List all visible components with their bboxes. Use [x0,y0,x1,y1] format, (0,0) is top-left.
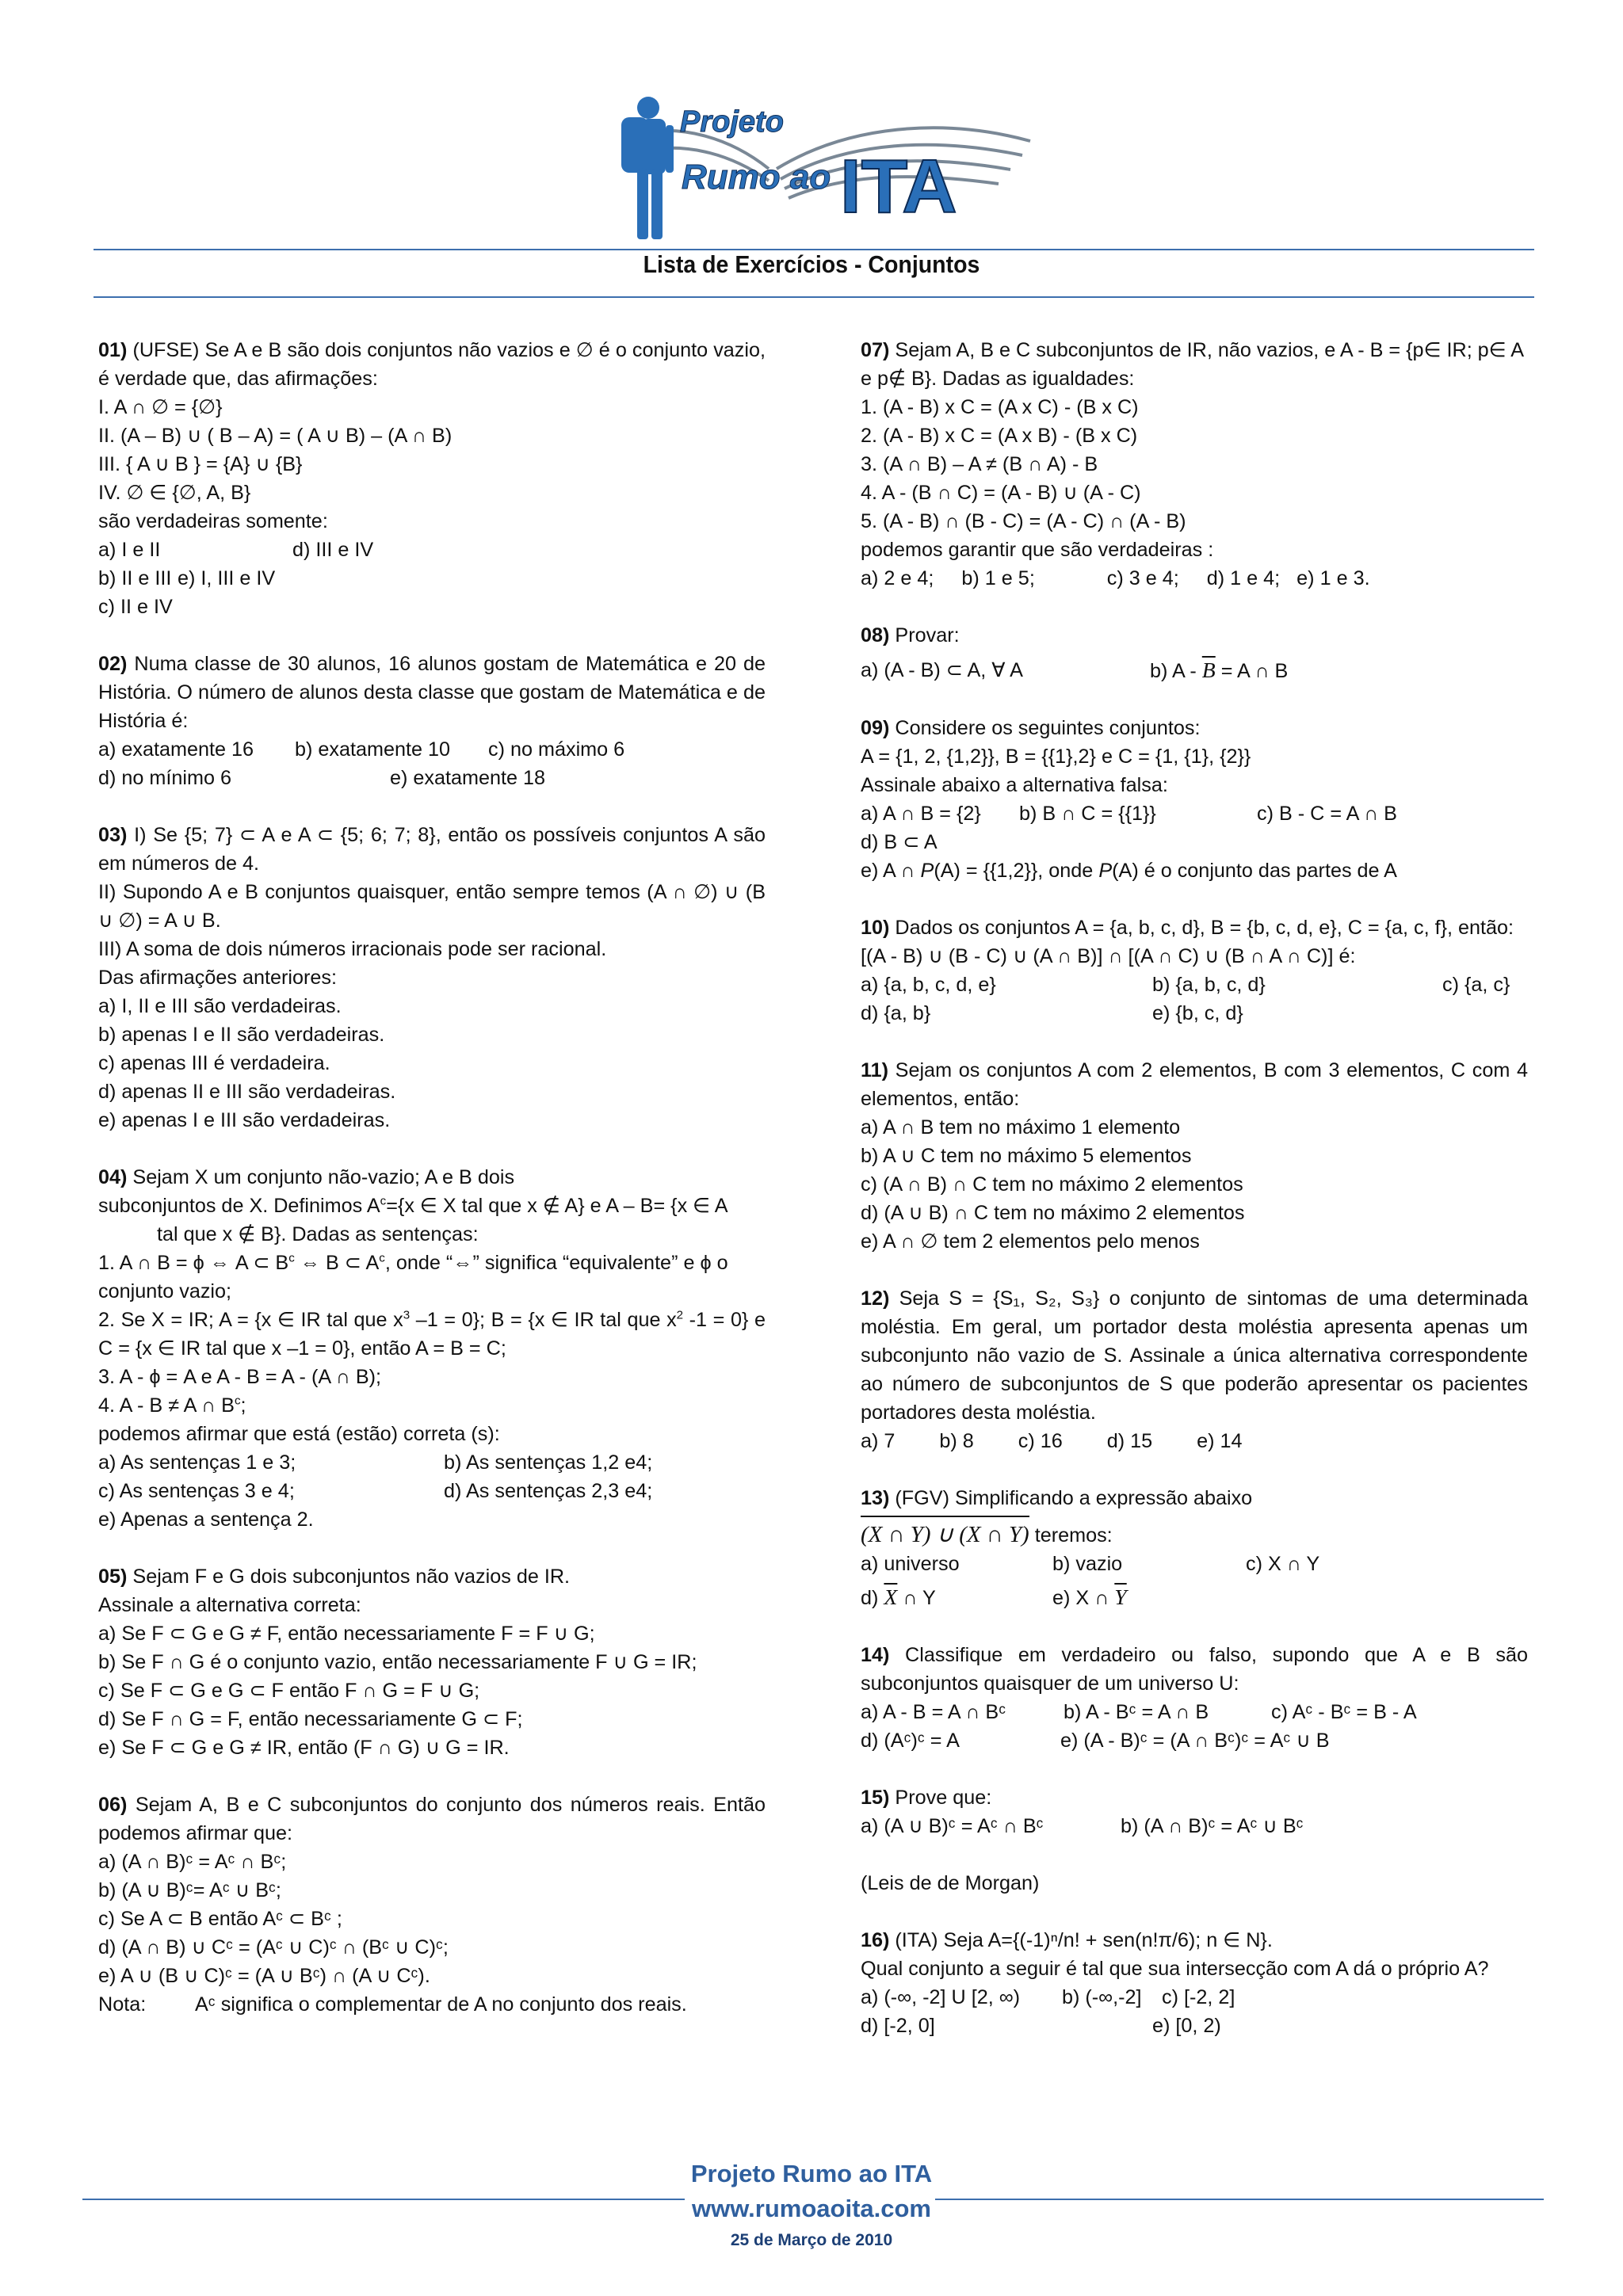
logo-text-projeto: Projeto [680,105,784,139]
question-12 [861,1284,1528,1455]
question-prompt: Assinale abaixo a alternativa falsa: [861,774,1168,796]
option-a: a) A ∩ B = {2} [861,803,981,825]
question-text: Sejam os conjuntos A com 2 elementos, B com 3 elementos, C com 4 elementos, então: [861,1059,1528,1110]
option-e: e) X ∩ [1052,1587,1115,1609]
question-text: Considere os seguintes conjuntos: [889,717,1201,739]
option-e: (A) é o conjunto das partes de A [1112,860,1397,882]
question-number: 11) [861,1059,889,1081]
note-text: (Leis de de Morgan) [861,1872,1040,1894]
question-14 [861,1641,1528,1755]
question-text: teremos: [1029,1524,1113,1547]
question-15 [861,1783,1528,1897]
note-label: Nota: [98,1993,147,2016]
question-text: I) Se {5; 7} ⊂ A e A ⊂ {5; 6; 7; 8}, então os possíveis conjuntos A são em números de 4. [98,824,766,875]
complement-b: $\overline{B}$ [1201,658,1216,682]
power-set-symbol: P [1098,860,1113,882]
statement-ii: II) Supondo A e B conjuntos quaisquer, então sempre temos (A ∩ ∅) ∪ (B ∪ ∅) = A ∪ B. [98,881,766,932]
question-number: 07) [861,339,890,361]
option-c: c) apenas III é verdadeira. [98,1052,330,1074]
logo-text-ita: ITA [840,144,957,229]
question-number: 05) [98,1566,128,1588]
option-d: d) As sentenças 2,3 e4; [444,1480,653,1502]
question-02 [98,650,766,792]
equality-1: 1. (A - B) x C = (A x C) - (B x C) [861,396,1139,418]
option-a: a) As sentenças 1 e 3; [98,1451,296,1474]
option-c: c) II e IV [98,596,173,618]
equality-4: 4. A - (B ∩ C) = (A - B) ∪ (A - C) [861,482,1141,504]
question-text: Seja S = {S₁, S₂, S₃} o conjunto de sintomas de uma determinada moléstia. Em geral, um portador desta moléstia apresenta apenas um subconjunto não vazio de S. Assinale a única alternativa correspondente ao número de subconjuntos de S que poderão apresentar os pacientes portadores desta moléstia. [861,1287,1528,1424]
question-11 [861,1056,1528,1256]
option-e: e) Apenas a sentença 2. [98,1508,314,1531]
option-a: a) exatamente 16 [98,738,254,761]
sentence-1: 1. A ∩ B = ϕ ⇔ A ⊂ B [98,1252,289,1274]
question-prompt: são verdadeiras somente: [98,510,328,532]
question-number: 08) [861,624,890,646]
complement-x: $\overline{X}$ [884,1585,898,1609]
question-text: (ITA) Seja A={(-1)ⁿ/n! + sen(n!π/6); n ∈ N}. [889,1929,1273,1951]
option-b: b) {a, b, c, d} [1152,974,1266,996]
footer-website-link[interactable]: www.rumoaoita.com [691,2195,931,2222]
option-b: b) (A ∩ B)ᶜ = Aᶜ ∪ Bᶜ [1121,1815,1304,1837]
footer-date: 25 de Março de 2010 [730,2231,893,2249]
option-e: e) Se F ⊂ G e G ≠ IR, então (F ∩ G) ∪ G = IR. [98,1737,510,1759]
question-text: (UFSE) Se A e B são dois conjuntos não vazios e ∅ é o conjunto vazio, é verdade que, das afirmações: [98,339,766,390]
question-number: 02) [98,653,128,675]
option-d: d) [-2, 0] [861,2015,935,2037]
sentence-1: ⇔ B ⊂ A [294,1252,380,1274]
question-text-part: ={x ∈ X tal que x ∉ A} e A – B= {x ∈ A [386,1195,728,1217]
sentence-4: 4. A - B ≠ A ∩ B [98,1394,235,1417]
option-c: c) As sentenças 3 e 4; [98,1480,295,1502]
question-number: 10) [861,917,890,939]
question-number: 06) [98,1794,128,1816]
sentence-4: ; [240,1394,246,1417]
option-b: b) A - Bᶜ = A ∩ B [1064,1701,1209,1723]
statement-ii: II. (A – B) ∪ ( B – A) = ( A ∪ B) – (A ∩ B) [98,425,453,447]
question-number: 01) [98,339,128,361]
option-b: b) vazio [1052,1553,1123,1575]
question-prompt: podemos afirmar que está (estão) correta (s): [98,1423,500,1445]
statement-i: I. A ∩ ∅ = {∅} [98,396,223,418]
option-b: b) A - [1150,660,1202,682]
option-c: c) Aᶜ - Bᶜ = B - A [1271,1701,1417,1723]
equality-5: 5. (A - B) ∩ (B - C) = (A - C) ∩ (A - B) [861,510,1186,532]
question-text: Classifique em verdadeiro ou falso, supondo que A e B são subconjuntos quaisquer de um universo U: [861,1644,1528,1695]
question-prompt: Das afirmações anteriores: [98,967,337,989]
statement-iii: III) A soma de dois números irracionais pode ser racional. [98,938,607,960]
option-b: b) II e III [98,567,172,589]
option-e: e) A ∩ [861,860,921,882]
option-d: ∩ Y [897,1587,936,1609]
option-d: d) no mínimo 6 [98,767,231,789]
expression: [(A - B) ∪ (B - C) ∪ (A ∩ B)] ∩ [(A ∩ C) ∪ (B ∩ A ∩ C)] é: [861,945,1356,967]
question-09 [861,714,1528,885]
statement-iv: IV. ∅ ∈ {∅, A, B} [98,482,251,504]
question-08 [861,621,1528,685]
question-03 [98,821,766,1135]
left-column [98,336,766,2047]
question-13 [861,1484,1528,1612]
question-text: Provar: [889,624,960,646]
projeto-rumo-ao-ita-logo [610,93,1038,244]
page-title: Lista de Exercícios - Conjuntos [643,250,980,278]
question-10 [861,913,1528,1028]
question-prompt: Qual conjunto a seguir é tal que sua intersecção com A dá o próprio A? [861,1958,1489,1980]
option-b: b) A ∪ C tem no máximo 5 elementos [861,1145,1192,1167]
option-d: d) (A ∩ B) ∪ Cᶜ = (Aᶜ ∪ C)ᶜ ∩ (Bᶜ ∪ C)ᶜ; [98,1936,449,1958]
complement-y: $\overline{Y}$ [1114,1585,1127,1609]
options-line: a) 2 e 4; b) 1 e 5; c) 3 e 4; d) 1 e 4; e) 1 e 3. [861,567,1370,589]
question-text: Numa classe de 30 alunos, 16 alunos gostam de Matemática e 20 de História. O número de alunos desta classe que gostam de Matemática e de História é: [98,653,766,732]
option-a: a) (A ∩ B)ᶜ = Aᶜ ∩ Bᶜ; [98,1851,287,1873]
option-c: c) no máximo 6 [488,738,625,761]
question-number: 16) [861,1929,890,1951]
option-e: e) (A - B)ᶜ = (A ∩ Bᶜ)ᶜ = Aᶜ ∪ B [1060,1730,1330,1752]
option-d: d) [861,1587,884,1609]
option-b: b) B ∩ C = {{1}} [1019,803,1156,825]
question-number: 15) [861,1787,890,1809]
sentence-2: -1 = 0} e C = {x ∈ IR tal que x –1 = 0}, então A = B = C; [98,1309,766,1360]
question-01 [98,336,766,621]
option-b: b) As sentenças 1,2 e4; [444,1451,653,1474]
option-a: a) (A - B) ⊂ A, ∀ A [861,659,1023,681]
option-c: c) B - C = A ∩ B [1257,803,1397,825]
question-04: 04) Sejam X um conjunto não-vazio; A e B dois subconjuntos de X. Definimos $A^c=\{x$ ∈ X tal que x ∉ A} e A – B= {x ∈ A tal que x ∉ B}. Dadas as sentenças: 1. A ∩ B = ϕ ⇔ A ⊂ $B^c$ ⇔ B ⊂ $A^c$, onde “⇔” significa “equivalente” e ϕ o conjunto vazio; 2. Se X = IR; A = {x ∈ IR tal que $x^3$ –1 = 0}; B = {x ∈ IR tal que $x^2$ -1 = 0} e C = {x ∈ IR tal que x –1 = 0}, então A = B = C; 3. A - ϕ = A e A - B = A - (A ∩ B); 4. A - B ≠ A ∩ $B^c$; podemos afirmar que está (estão) correta (s): a) As sentenças 1 e 3; b) As sentenças 1,2 e4; c) As sentenças 3 e 4; d) As sentenças 2,3 e4; e) Apenas a sentença 2. [98,1163,766,1534]
question-text: (FGV) Simplificando a expressão abaixo [889,1487,1253,1509]
question-number: 04) [98,1166,128,1188]
option-a: a) (-∞, -2] U [2, ∞) [861,1986,1021,2008]
header-rule-bottom [94,296,1534,298]
option-e: (A) = {{1,2}}, onde [934,860,1099,882]
option-d: d) (Aᶜ)ᶜ = A [861,1730,960,1752]
logo-text-rumo-ao: Rumo ao [682,158,831,196]
question-prompt: podemos garantir que são verdadeiras : [861,539,1214,561]
question-text: Sejam X um conjunto não-vazio; A e B dois [127,1166,515,1188]
option-d: d) {a, b} [861,1002,931,1024]
option-a: a) {a, b, c, d, e} [861,974,996,996]
question-number: 14) [861,1644,890,1666]
option-a: a) universo [861,1553,960,1575]
option-e: e) apenas I e III são verdadeiras. [98,1109,391,1131]
option-c: c) {a, c} [1442,974,1510,996]
options-line: a) 7 b) 8 c) 16 d) 15 e) 14 [861,1430,1243,1452]
question-06 [98,1791,766,2019]
option-e: e) A ∪ (B ∪ C)ᶜ = (A ∪ Bᶜ) ∩ (A ∪ Cᶜ). [98,1965,430,1987]
option-e: e) A ∩ ∅ tem 2 elementos pelo menos [861,1230,1200,1253]
option-c: c) [-2, 2] [1162,1986,1235,2008]
option-d: d) B ⊂ A [861,831,938,853]
sentence-2: 2. Se X = IR; A = {x ∈ IR tal que x [98,1309,403,1331]
option-e: e) exatamente 18 [390,767,546,789]
option-b: b) exatamente 10 [295,738,451,761]
option-a: a) I e II [98,539,161,561]
question-number: 09) [861,717,890,739]
option-c: c) (A ∩ B) ∩ C tem no máximo 2 elementos [861,1173,1243,1196]
power-set-symbol: P [920,860,934,882]
option-a: a) A - B = A ∩ Bᶜ [861,1701,1006,1723]
option-d: d) (A ∪ B) ∩ C tem no máximo 2 elementos [861,1202,1245,1224]
option-e: e) {b, c, d} [1152,1002,1243,1024]
option-d: d) apenas II e III são verdadeiras. [98,1081,396,1103]
question-text: Sejam F e G dois subconjuntos não vazios de IR. [127,1566,571,1588]
option-c: c) X ∩ Y [1246,1553,1320,1575]
sets-definition: A = {1, 2, {1,2}}, B = {{1},2} e C = {1, {1}, {2}} [861,746,1251,768]
right-column [861,336,1528,2069]
option-e: e) I, III e IV [178,567,276,589]
sentence-1: , onde “⇔” significa “equivalente” e ϕ o conjunto vazio; [98,1252,728,1302]
expression: (X ∩ Y) ∪ (X ∩ Y) [861,1516,1029,1549]
option-d: d) III e IV [292,539,374,561]
option-a: a) Se F ⊂ G e G ≠ F, então necessariamente F = F ∪ G; [98,1623,595,1645]
note-text: Aᶜ significa o complementar de A no conjunto dos reais. [195,1993,687,2016]
question-number: 12) [861,1287,890,1310]
option-c: c) Se F ⊂ G e G ⊂ F então F ∩ G = F ∪ G; [98,1680,480,1702]
question-16 [861,1926,1528,2040]
question-text-part: tal que x ∉ B}. Dadas as sentenças: [157,1223,479,1245]
option-e: e) [0, 2) [1152,2015,1221,2037]
equality-3: 3. (A ∩ B) – A ≠ (B ∩ A) - B [861,453,1098,475]
question-text: Sejam A, B e C subconjuntos do conjunto dos números reais. Então podemos afirmar que: [98,1794,766,1844]
option-b: b) (A ∪ B)ᶜ= Aᶜ ∪ Bᶜ; [98,1879,281,1901]
sentence-3: 3. A - ϕ = A e A - B = A - (A ∩ B); [98,1366,382,1388]
option-d: d) Se F ∩ G = F, então necessariamente G ⊂ F; [98,1708,523,1730]
option-b: = A ∩ B [1215,660,1289,682]
question-07 [861,336,1528,593]
option-b: b) apenas I e II são verdadeiras. [98,1024,385,1046]
option-b: b) Se F ∩ G é o conjunto vazio, então necessariamente F ∪ G = IR; [98,1651,697,1673]
question-text: Prove que: [889,1787,992,1809]
question-05 [98,1562,766,1762]
option-b: b) (-∞,-2] [1062,1986,1142,2008]
question-number: 13) [861,1487,890,1509]
statement-iii: III. { A ∪ B } = {A} ∪ {B} [98,453,303,475]
question-prompt: Assinale a alternativa correta: [98,1594,361,1616]
question-number: 03) [98,824,128,846]
footer-project-name: Projeto Rumo ao ITA [690,2160,933,2187]
option-a: a) I, II e III são verdadeiras. [98,995,342,1017]
option-c: c) Se A ⊂ B então Aᶜ ⊂ Bᶜ ; [98,1908,342,1930]
question-text: Sejam A, B e C subconjuntos de IR, não vazios, e A - B = {p∈ IR; p∈ A e p∉ B}. Dadas as igualdades: [861,339,1523,390]
option-a: a) (A ∪ B)ᶜ = Aᶜ ∩ Bᶜ [861,1815,1044,1837]
equality-2: 2. (A - B) x C = (A x B) - (B x C) [861,425,1138,447]
option-a: a) A ∩ B tem no máximo 1 elemento [861,1116,1181,1138]
question-text: Dados os conjuntos A = {a, b, c, d}, B = {b, c, d, e}, C = {a, c, f}, então: [889,917,1514,939]
question-text-part: subconjuntos de X. Definimos A [98,1195,380,1217]
sentence-2: –1 = 0}; B = {x ∈ IR tal que x [410,1309,677,1331]
